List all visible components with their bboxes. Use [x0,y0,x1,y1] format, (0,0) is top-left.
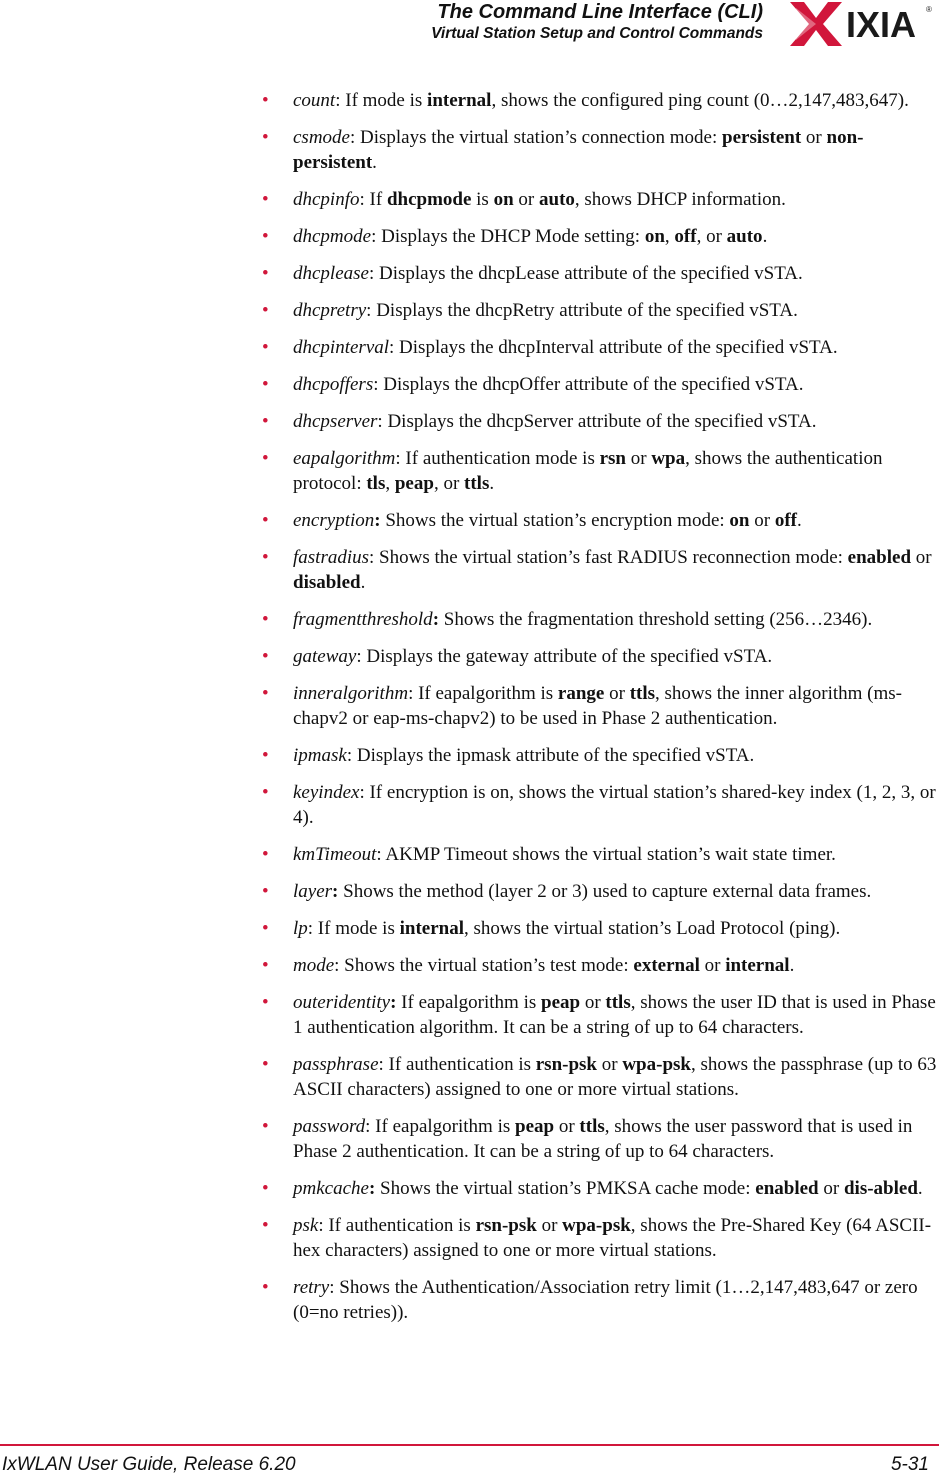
attribute-name: inneralgorithm [293,683,409,704]
description-text: . [917,1178,923,1199]
description-text: : Shows the Authentication/Association retry limit (1…2,147,483,647 or zero (0=no retries)). [293,1277,918,1323]
description-text: : Displays the gateway attribute of the specified vSTA. [356,646,773,667]
value-keyword: internal [725,955,790,976]
attribute-name: dhcpinterval [293,337,390,358]
value-keyword: disabled [293,572,361,593]
bullet-item [262,224,938,249]
bullet-dot-icon: • [262,374,269,395]
description-text: or [513,189,539,210]
value-keyword: peap [394,473,434,494]
description-text: Shows the fragmentation threshold setting (256…2346). [439,609,873,630]
bullet-dot-icon: • [262,337,269,358]
bullet-item [262,88,938,113]
bullet-dot-icon: • [262,881,269,902]
description-text: , shows the user ID that is used in Phase 1 authentication algorithm. It can be a string of up to 64 characters. [293,992,936,1038]
value-keyword: ttls [579,1116,605,1137]
attribute-name: count [293,90,336,111]
bullet-dot-icon: • [262,992,269,1013]
bullet-dot-icon: • [262,955,269,976]
value-keyword: internal [399,918,464,939]
description-text: or [818,1178,844,1199]
attribute-name: passphrase [293,1054,379,1075]
bullet-item [262,879,938,904]
footer-guide-title: IxWLAN User Guide, Release 6.20 [2,1454,296,1475]
description-text: : If encryption is on, shows the virtual station’s shared-key index (1, 2, 3, or 4). [293,782,936,828]
bullet-item [262,916,938,941]
description-text: : If authentication is [378,1054,536,1075]
bullet-item [262,125,938,175]
value-keyword: ttls [629,683,656,704]
bullet-item [262,335,938,360]
bullet-dot-icon: • [262,1116,269,1137]
bullet-item [262,1052,938,1102]
description-text: or [699,955,726,976]
value-keyword: rsn-psk [535,1054,597,1075]
bullet-item [262,1213,938,1263]
description-text: , shows the configured ping count (0…2,147,483,647). [491,90,909,111]
bullet-dot-icon: • [262,1277,269,1298]
attribute-name: fastradius [293,547,370,568]
description-text: , shows the user password that is used in Phase 2 authentication. It can be a string of up to 64 characters. [293,1116,913,1162]
bullet-dot-icon: • [262,1178,269,1199]
attribute-name: mode [293,955,335,976]
bullet-item [262,372,938,397]
bullet-dot-icon: • [262,300,269,321]
bullet-item [262,508,938,533]
attribute-name: dhcpinfo [293,189,360,210]
description-text: : If eapalgorithm is [365,1116,516,1137]
description-text: : If authentication mode is [395,448,600,469]
value-keyword: non-persistent [293,127,864,173]
value-keyword: : [368,1178,376,1199]
value-keyword: ttls [605,992,631,1013]
value-keyword: : [432,609,440,630]
attribute-name: outeridentity [293,992,391,1013]
ixia-logo [786,0,938,48]
description-text: : Displays the dhcpRetry attribute of the specified vSTA. [366,300,798,321]
bullet-dot-icon: • [262,1215,269,1236]
value-keyword: wpa-psk [562,1215,631,1236]
value-keyword: enabled [847,547,912,568]
bullet-dot-icon: • [262,226,269,247]
description-text: is [471,189,494,210]
ixia-x-mark [790,2,842,46]
value-keyword: peap [541,992,581,1013]
bullet-dot-icon: • [262,844,269,865]
attribute-name: dhcpmode [293,226,372,247]
value-keyword: on [729,510,750,531]
bullet-dot-icon: • [262,918,269,939]
bullet-dot-icon: • [262,127,269,148]
description-text: Shows the virtual station’s encryption mode: [380,510,730,531]
bullet-dot-icon: • [262,90,269,111]
description-text: , [385,473,395,494]
description-text: or [801,127,827,148]
description-text: : Displays the ipmask attribute of the specified vSTA. [346,745,755,766]
attribute-name: fragmentthreshold [293,609,433,630]
bullet-item [262,409,938,434]
value-keyword: peap [515,1116,555,1137]
description-text: : If eapalgorithm is [408,683,558,704]
value-keyword: off [674,226,697,247]
bullet-dot-icon: • [262,745,269,766]
value-keyword: ttls [464,473,490,494]
description-text: : Displays the dhcpInterval attribute of the specified vSTA. [389,337,838,358]
ixia-logo-text: IXIA [846,4,917,45]
bullet-dot-icon: • [262,646,269,667]
description-text: : Displays the virtual station’s connection mode: [349,127,723,148]
description-text: : If authentication is [318,1215,476,1236]
attribute-name: keyindex [293,782,360,803]
description-text: , [664,226,675,247]
value-keyword: range [557,683,605,704]
value-keyword: persistent [722,127,802,148]
description-text: , shows DHCP information. [574,189,786,210]
description-text: . [789,955,795,976]
bullet-dot-icon: • [262,683,269,704]
value-keyword: dis-abled [843,1178,918,1199]
bullet-item [262,298,938,323]
description-text: Shows the virtual station’s PMKSA cache mode: [375,1178,756,1199]
attribute-name: eapalgorithm [293,448,396,469]
value-keyword: off [774,510,797,531]
attribute-name: retry [293,1277,330,1298]
description-text: If eapalgorithm is [396,992,541,1013]
description-text: . [762,226,768,247]
value-keyword: internal [427,90,492,111]
description-text: or [554,1116,580,1137]
bullet-item [262,780,938,830]
bullet-dot-icon: • [262,263,269,284]
value-keyword: on [644,226,665,247]
bullet-dot-icon: • [262,782,269,803]
value-keyword: dhcpmode [386,189,472,210]
bullet-item [262,261,938,286]
description-text: . [796,510,802,531]
value-keyword: : [374,510,381,531]
description-text: , or [433,473,465,494]
value-keyword: external [633,955,700,976]
description-text: , shows the inner algorithm (ms-chapv2 or eap-ms-chapv2) to be used in Phase 2 authentication. [293,683,902,729]
value-keyword: auto [726,226,763,247]
description-text: , shows the passphrase (up to 63 ASCII characters) assigned to one or more virtual stations. [293,1054,937,1100]
bullet-item [262,446,938,496]
description-text: : Displays the dhcpOffer attribute of the specified vSTA. [373,374,804,395]
description-text: : Displays the dhcpServer attribute of the specified vSTA. [377,411,817,432]
value-keyword: enabled [755,1178,819,1199]
description-text: : Displays the dhcpLease attribute of the specified vSTA. [368,263,803,284]
bullet-item [262,681,938,731]
bullet-dot-icon: • [262,411,269,432]
value-keyword: : [332,881,339,902]
bullet-dot-icon: • [262,609,269,630]
description-text: or [911,547,932,568]
description-text: . [360,572,366,593]
bullet-dot-icon: • [262,1054,269,1075]
attribute-name: lp [293,918,308,939]
description-text: : If [359,189,387,210]
description-text: : If mode is [335,90,428,111]
attribute-name: pmkcache [293,1178,369,1199]
description-text: , shows the Pre-Shared Key (64 ASCII-hex characters) assigned to one or more virtual stations. [293,1215,932,1261]
description-text: : Shows the virtual station’s fast RADIUS reconnection mode: [369,547,848,568]
footer-rule [0,1444,939,1446]
bullet-dot-icon: • [262,448,269,469]
value-keyword: on [493,189,514,210]
bullet-item [262,607,938,632]
bullet-dot-icon: • [262,189,269,210]
bullet-item [262,953,938,978]
description-text: . [489,473,495,494]
description-text: or [536,1215,563,1236]
description-text: or [580,992,606,1013]
description-text: or [597,1054,623,1075]
attribute-name: ipmask [293,745,347,766]
description-text: , shows the virtual station’s Load Protocol (ping). [464,918,841,939]
attribute-name: dhcpoffers [293,374,374,395]
bullet-dot-icon: • [262,510,269,531]
attribute-name: csmode [293,127,350,148]
value-keyword: wpa-psk [622,1054,691,1075]
description-text: . [372,152,377,173]
attribute-name: kmTimeout [293,844,377,865]
value-keyword: tls [366,473,386,494]
attribute-name: layer [293,881,333,902]
bullet-item [262,842,938,867]
value-keyword: rsn [599,448,626,469]
value-keyword: : [390,992,397,1013]
attribute-list [262,88,938,1325]
value-keyword: rsn-psk [475,1215,537,1236]
bullet-item [262,545,938,595]
description-text: or [749,510,775,531]
value-keyword: wpa [651,448,686,469]
description-text: : AKMP Timeout shows the virtual station’s wait state timer. [376,844,836,865]
attribute-name: password [293,1116,366,1137]
registered-mark: ® [926,5,932,14]
attribute-name: gateway [293,646,357,667]
description-text: or [626,448,652,469]
description-text: : If mode is [307,918,400,939]
bullet-item [262,990,938,1040]
description-text: : Displays the DHCP Mode setting: [371,226,645,247]
description-text: , shows the authentication protocol: [293,448,883,494]
bullet-item [262,1176,938,1201]
bullet-dot-icon: • [262,547,269,568]
attribute-name: psk [293,1215,319,1236]
description-text: : Shows the virtual station’s test mode: [334,955,634,976]
header-title: The Command Line Interface (CLI) [437,1,763,23]
description-text: Shows the method (layer 2 or 3) used to capture external data frames. [338,881,872,902]
description-text: or [604,683,630,704]
attribute-name: encryption [293,510,375,531]
header-subtitle: Virtual Station Setup and Control Commands [431,25,763,42]
bullet-item [262,1275,938,1325]
bullet-item [262,1114,938,1164]
value-keyword: auto [539,189,575,210]
attribute-name: dhcpretry [293,300,367,321]
bullet-item [262,644,938,669]
bullet-item [262,743,938,768]
footer-page-number: 5-31 [890,1454,929,1475]
attribute-name: dhcpserver [293,411,378,432]
description-text: , or [696,226,727,247]
attribute-name: dhcplease [293,263,369,284]
bullet-item [262,187,938,212]
